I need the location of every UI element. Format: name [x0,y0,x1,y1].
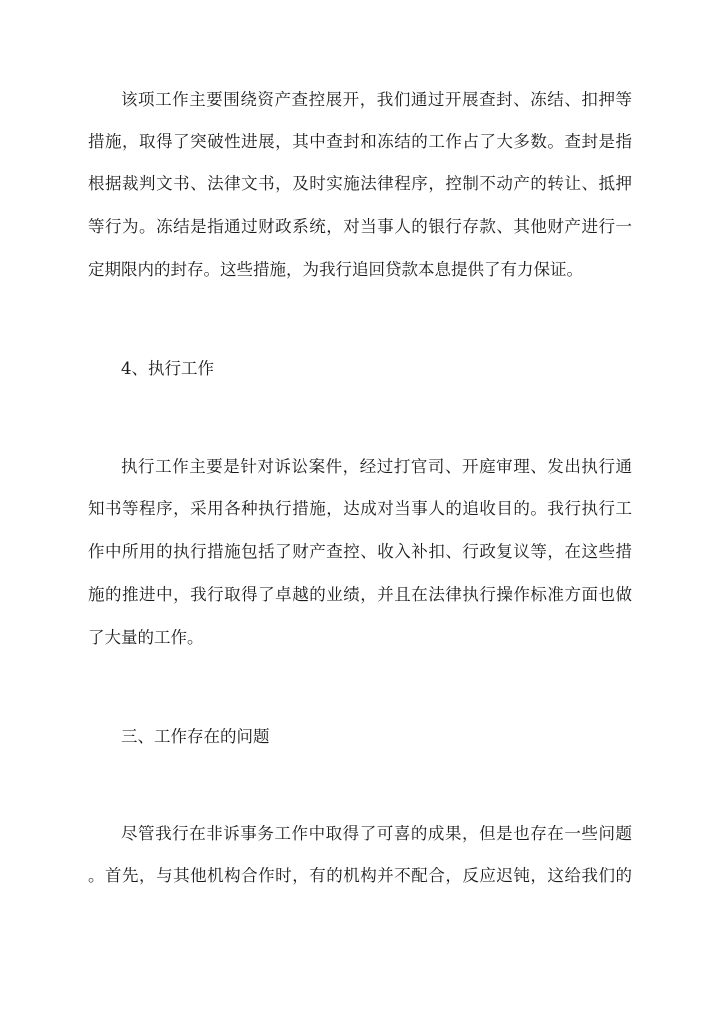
paragraph-1-line-5: 定期限内的封存。这些措施，为我行追回贷款本息提供了有力保证。 [88,260,583,279]
paragraph-2-line-4: 施的推进中，我行取得了卓越的业绩，并且在法律执行操作标准方面也做 [88,585,632,604]
paragraph-3-line-2: 。首先，与其他机构合作时，有的机构并不配合，反应迟钝，这给我们的 [88,866,632,885]
paragraph-1-line-4: 等行为。冻结是指通过财政系统，对当事人的银行存款、其他财产进行一 [88,217,632,236]
paragraph-1-line-3: 根据裁判文书、法律文书，及时实施法律程序，控制不动产的转让、抵押 [88,174,632,193]
paragraph-1-line-1: 该项工作主要围绕资产查控展开，我们通过开展查封、冻结、扣押等 [121,90,632,109]
paragraph-3-line-1: 尽管我行在非诉事务工作中取得了可喜的成果，但是也存在一些问题 [121,824,632,843]
paragraph-2-line-1: 执行工作主要是针对诉讼案件，经过打官司、开庭审理、发出执行通 [121,457,632,476]
paragraph-2-line-2: 知书等程序，采用各种执行措施，达成对当事人的追收目的。我行执行工 [88,499,632,518]
section-heading-execution: 4、执行工作 [121,359,214,378]
section-heading-problems: 三、工作存在的问题 [121,727,270,746]
paragraph-2-line-3: 作中所用的执行措施包括了财产查控、收入补扣、行政复议等，在这些措 [88,542,632,561]
paragraph-1-line-2: 措施，取得了突破性进展，其中查封和冻结的工作占了大多数。查封是指 [88,132,632,151]
paragraph-2-line-5: 了大量的工作。 [88,628,204,647]
